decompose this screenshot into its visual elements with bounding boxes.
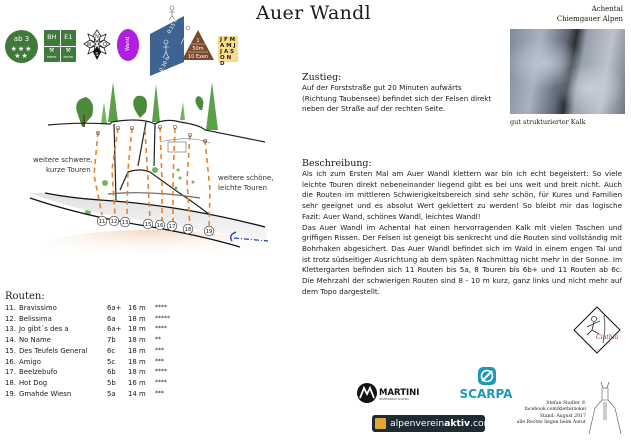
- route-number: 13.: [5, 325, 16, 334]
- route-row: [5, 324, 180, 335]
- compass-icon: [82, 28, 112, 62]
- route-row: [5, 346, 180, 357]
- climber-logo-icon: [572, 305, 622, 355]
- route-grade: 7b: [107, 336, 116, 345]
- svg-text:17: 17: [168, 224, 176, 230]
- route-number: 11.: [5, 304, 16, 312]
- route-grade: 5a: [107, 389, 116, 398]
- route-row: [5, 378, 180, 389]
- route-number: 16.: [5, 357, 16, 366]
- route-length: 16 m: [128, 378, 146, 387]
- svg-text:N: N: [95, 34, 99, 40]
- svg-text:11: 11: [98, 219, 106, 225]
- wall-type-label: Wand: [125, 36, 132, 52]
- route-stars: ****: [155, 325, 167, 333]
- svg-text:weitere schwere,: weitere schwere,: [33, 156, 93, 164]
- credits: [512, 401, 586, 427]
- alpen-text-bold: aktiv: [444, 418, 471, 429]
- months-row-2: A M J: [220, 43, 236, 49]
- route-number: 15.: [5, 346, 16, 355]
- route-stars: ***: [155, 357, 164, 365]
- approach-text: Auf der Forststraße gut 20 Minuten aufwärts (Richtung Taubensee) befindet sich der Felsen direkt neben der Straße auf der rechten Seite.: [302, 83, 492, 114]
- route-length: 18 m: [128, 325, 146, 334]
- months-row-4: O N D: [220, 55, 232, 67]
- route-grade: 5b: [107, 378, 116, 387]
- route-grade: 5c: [107, 357, 116, 366]
- route-length: 18 m: [128, 314, 146, 323]
- route-stars: ***: [155, 346, 164, 354]
- route-row: [5, 303, 180, 314]
- credit-author: Stefan Stadler ©: [546, 401, 586, 406]
- route-grade: 6a: [107, 314, 116, 323]
- route-length: 18 m: [128, 357, 146, 366]
- route-stars: *****: [155, 314, 170, 322]
- svg-text:MARTINI: MARTINI: [379, 388, 420, 398]
- route-row: [5, 335, 180, 346]
- credit-rights: alle Rechte liegen beim Autor: [516, 420, 586, 426]
- hammer-sub-1: ⚒ keine: [44, 47, 60, 63]
- svg-text:10 Exen: 10 Exen: [187, 54, 209, 60]
- svg-text:50m: 50m: [192, 46, 204, 52]
- route-number: 19.: [5, 389, 16, 398]
- first-bolt-label: E1: [61, 30, 77, 46]
- location: [557, 4, 623, 24]
- route-stars: ***: [155, 389, 164, 397]
- route-number: 18.: [5, 378, 16, 387]
- svg-text:W: W: [86, 42, 92, 48]
- route-stars: **: [155, 336, 161, 344]
- svg-text:0:30 h: 0:30 h: [158, 55, 172, 73]
- routes-heading: Routen:: [5, 291, 45, 302]
- route-name: No Name: [19, 336, 51, 345]
- protection-icon: [44, 30, 76, 62]
- route-name: Beelzebufo: [19, 368, 58, 377]
- route-name: Des Teufels General: [19, 346, 88, 355]
- edelweiss-icon: [375, 418, 386, 429]
- routes-list: [5, 291, 180, 399]
- route-grade: 6b: [107, 368, 116, 377]
- scarpa-logo: [448, 365, 526, 405]
- grade-badge-icon: [5, 30, 38, 63]
- svg-text:weitere schöne,: weitere schöne,: [218, 174, 274, 182]
- route-name: Gmahde Wiesn: [19, 389, 72, 398]
- approach-heading: Zustieg:: [302, 72, 342, 83]
- location-region: Chiemgauer Alpen: [556, 15, 623, 23]
- route-name: Belissima: [19, 314, 52, 323]
- route-stars: ****: [155, 304, 167, 311]
- route-grade: 6a+: [107, 325, 122, 334]
- svg-text:SPORTSWEAR AUSTRIA: SPORTSWEAR AUSTRIA: [379, 398, 409, 401]
- approach-section: [302, 72, 492, 115]
- svg-text:13: 13: [121, 220, 129, 226]
- svg-text:SCARPA: SCARPA: [459, 387, 513, 401]
- hammer-sub-2: ⚒ keine: [61, 47, 77, 63]
- route-grade: 6a+: [107, 304, 122, 312]
- route-name: Amigo: [19, 357, 41, 366]
- description-section: [302, 158, 622, 297]
- pyramid-icon: [182, 30, 214, 60]
- route-name: Jo gibt´s des a: [19, 325, 69, 334]
- svg-text:S: S: [95, 52, 99, 58]
- route-grade: 6c: [107, 346, 116, 355]
- route-row: [5, 367, 180, 378]
- wall-type-icon: [117, 29, 139, 61]
- page-title: Auer Wandl: [256, 2, 372, 24]
- route-number: 14.: [5, 336, 16, 345]
- alpenverein-logo: [372, 415, 493, 432]
- svg-text:19: 19: [205, 229, 213, 235]
- months-row-3: J A S: [220, 49, 235, 55]
- route-name: Hot Dog: [19, 378, 48, 387]
- alpen-text-post: .com: [470, 418, 493, 429]
- route-stars: ****: [155, 378, 167, 386]
- description-heading: Beschreibung:: [302, 158, 372, 169]
- svg-text:0:15 h: 0:15 h: [166, 17, 180, 35]
- location-valley: Achental: [591, 5, 623, 13]
- grade-label: ab 3: [13, 35, 30, 43]
- season-months-icon: [218, 36, 238, 67]
- totem-figure-icon: [585, 380, 625, 436]
- route-row: [5, 357, 180, 368]
- description-text-1: Als ich zum Ersten Mal am Auer Wandl klettern war bin ich echt begeistert: So viele leichte Touren direkt nebeneinander liegend gibt es bei uns weit und breit nicht. Auch die Routen im mittleren Schwierigkeitsbereich sind sehr schön, für Kures und Familien sehr geeignet und es absolut Wert geklettert zu werden! So bleibt mir das logische Fazit: Auer Wand, schönes Wandl, leichtes Wandl!: [302, 169, 622, 221]
- svg-text:kurze Touren: kurze Touren: [46, 166, 91, 174]
- route-name: Bravissimo: [19, 304, 57, 312]
- svg-text:16: 16: [156, 223, 164, 229]
- svg-text:15: 15: [144, 222, 152, 228]
- route-number: 12.: [5, 314, 16, 323]
- route-length: 18 m: [128, 336, 146, 345]
- route-length: 16 m: [128, 304, 146, 312]
- route-length: 14 m: [128, 389, 146, 398]
- route-number: 17.: [5, 368, 16, 377]
- svg-text:Cinthia: Cinthia: [596, 334, 619, 341]
- martini-logo: [356, 382, 426, 404]
- credit-date: Stand: August 2017: [539, 413, 586, 419]
- alpen-text-pre: alpenverein: [390, 418, 445, 429]
- route-row: [5, 389, 180, 400]
- route-stars: ****: [155, 368, 167, 376]
- svg-text:1: 1: [196, 38, 200, 44]
- route-length: 18 m: [128, 368, 146, 377]
- grade-stars: ★★★ ★★: [10, 45, 33, 60]
- route-length: 18 m: [128, 346, 146, 355]
- topo-diagram: [0, 80, 290, 270]
- svg-text:12: 12: [110, 219, 118, 225]
- svg-text:leichte Touren: leichte Touren: [218, 184, 268, 192]
- months-row-1: J F M: [220, 37, 236, 43]
- credit-facebook: facebook.com/kletterzokel: [524, 407, 586, 413]
- description-text-2: Das Auer Wandl im Achental hat einen hervorragenden Kalk mit vielen Taschen und griffigen Rissen. Der Felsen ist geneigt bis senkrecht und die Routen sind vollständig mit Bohrhaken abgesichert. Das Auer Wandl befindet sich im Wald in einem engen Tal und ist trotz südseitiger Ausrichtung ab dem späten Nachmittag nicht mehr in der Sonne. Im Klettergarten befinden sich 11 Routen bis 5a, 8 Touren bis 6b+ und 11 Routen ab 6c. Die Mehrzahl der schwierigen Routen sind 8 - 10 m kurz, ganz links und nicht mehr auf dem Topo dargestellt.: [302, 222, 622, 296]
- svg-text:18: 18: [184, 227, 192, 233]
- photo-caption: gut strukturierter Kalk: [510, 118, 586, 126]
- route-row: [5, 314, 180, 325]
- svg-text:O: O: [103, 42, 107, 48]
- rock-photo: [510, 29, 625, 114]
- bolts-label: BH: [44, 30, 60, 46]
